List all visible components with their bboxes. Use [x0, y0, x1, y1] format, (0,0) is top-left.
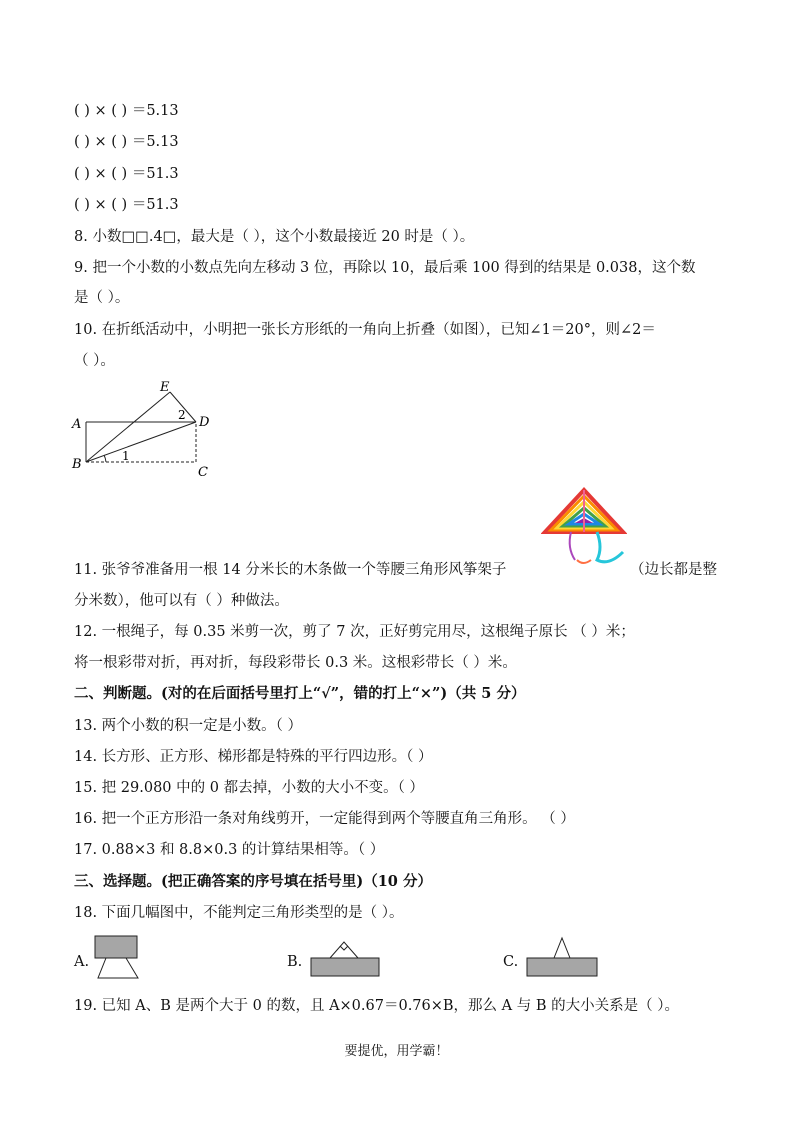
fold-figure [66, 376, 226, 480]
q7-row-2: ( ) × ( ) ＝5.13 [74, 134, 179, 150]
question-8: 8. 小数□□.4□，最大是（ ），这个小数最接近 20 时是（ ）。 [74, 229, 475, 245]
option-b-figure [308, 934, 382, 980]
question-19: 19. 已知 A、B 是两个大于 0 的数，且 A×0.67＝0.76×B，那么 A 与 B 的大小关系是（ ）。 [74, 998, 679, 1014]
kite-icon [541, 486, 627, 576]
question-9-line-1: 9. 把一个小数的小数点先向左移动 3 位，再除以 10，最后乘 100 得到的结果是 0.038，这个数 [74, 260, 696, 276]
question-14: 14. 长方形、正方形、梯形都是特殊的平行四边形。（ ） [74, 749, 433, 765]
question-16: 16. 把一个正方形沿一条对角线剪开，一定能得到两个等腰直角三角形。 （ ） [74, 811, 575, 827]
question-17: 17. 0.88×3 和 8.8×0.3 的计算结果相等。（ ） [74, 842, 385, 858]
label-D: D [199, 415, 210, 430]
question-12-line-2: 将一根彩带对折，再对折，每段彩带长 0.3 米。这根彩带长（ ）米。 [74, 655, 517, 671]
option-a-figure [92, 934, 142, 980]
question-13: 13. 两个小数的积一定是小数。（ ） [74, 718, 303, 734]
question-15: 15. 把 29.080 中的 0 都去掉，小数的大小不变。（ ） [74, 780, 424, 796]
fold-lines [86, 392, 196, 462]
label-C: C [198, 465, 208, 480]
option-c-label: C. [503, 954, 519, 970]
question-9-line-2: 是（ ）。 [74, 290, 130, 306]
label-A: A [72, 417, 82, 432]
q7-row-3: ( ) × ( ) ＝51.3 [74, 166, 179, 182]
question-11-line-2: 分米数），他可以有（ ）种做法。 [74, 593, 289, 609]
question-10-line-2: （ ）。 [74, 353, 115, 369]
angle-2-label: 2 [178, 408, 186, 422]
label-E: E [160, 380, 170, 395]
option-a-label: A. [74, 954, 90, 970]
question-11-line-1: 11. 张爷爷准备用一根 14 分米长的木条做一个等腰三角形风筝架子 [74, 562, 507, 578]
question-10-line-1: 10. 在折纸活动中，小明把一张长方形纸的一角向上折叠（如图），已知∠1＝20°，则∠2＝ [74, 322, 656, 338]
option-b-label: B. [287, 954, 303, 970]
section-3-heading: 三、选择题。(把正确答案的序号填在括号里)（10 分） [74, 873, 432, 890]
q7-row-1: ( ) × ( ) ＝5.13 [74, 103, 179, 119]
option-c-figure [524, 934, 600, 980]
page-footer: 要提优，用学霸！ [344, 1044, 449, 1059]
question-18: 18. 下面几幅图中，不能判定三角形类型的是（ ）。 [74, 905, 404, 921]
label-B: B [72, 457, 82, 472]
section-2-heading: 二、判断题。(对的在后面括号里打上“√”，错的打上“×”)（共 5 分） [74, 685, 526, 702]
q7-row-4: ( ) × ( ) ＝51.3 [74, 197, 179, 213]
question-11-line-1-tail: （边长都是整 [630, 562, 717, 578]
angle-1-label: 1 [122, 449, 130, 463]
question-12-line-1: 12. 一根绳子，每 0.35 米剪一次，剪了 7 次，正好剪完用尽，这根绳子原长 （ ）米； [74, 624, 635, 640]
